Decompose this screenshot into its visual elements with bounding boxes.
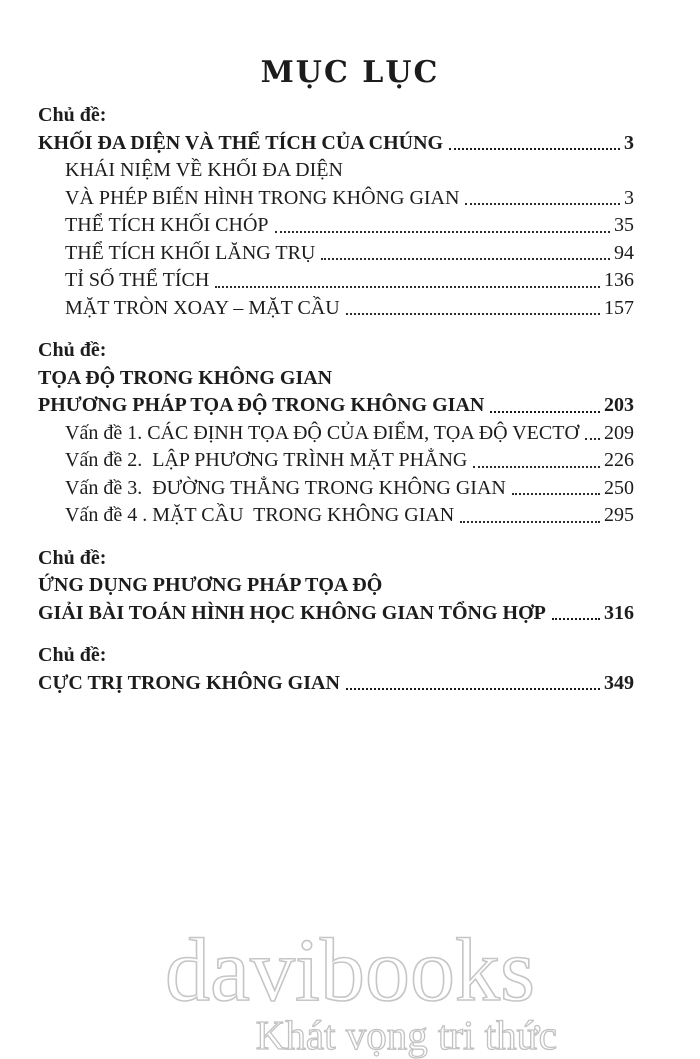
- dot-leader: [275, 231, 610, 233]
- dot-leader: [215, 286, 600, 288]
- watermark: [0, 921, 700, 1058]
- toc-entry-page: 157: [604, 296, 634, 319]
- toc-entry-title: TỈ SỐ THỂ TÍCH: [65, 269, 210, 291]
- toc-entry: [38, 420, 634, 448]
- dot-leader: [465, 203, 620, 205]
- toc-entry-title: ỨNG DỤNG PHƯƠNG PHÁP TỌA ĐỘ: [38, 574, 383, 596]
- section-entries: [38, 130, 634, 323]
- section-entries: [38, 670, 634, 698]
- toc-entry-page: 94: [614, 241, 634, 264]
- toc-entry-page: 3: [624, 186, 634, 209]
- toc-entry: [38, 392, 634, 420]
- section-entries: [38, 572, 634, 627]
- toc-entry-title: TỌA ĐỘ TRONG KHÔNG GIAN: [38, 366, 333, 389]
- dot-leader: [449, 148, 620, 150]
- toc-entry-title: Vấn đề 3. ĐƯỜNG THẲNG TRONG KHÔNG GIAN: [65, 476, 506, 499]
- toc-entry: [38, 447, 634, 475]
- toc-section: [38, 642, 634, 697]
- toc-section: [38, 545, 634, 628]
- section-label: Chủ đề:: [38, 339, 107, 361]
- dot-leader: [321, 258, 610, 260]
- toc-entry-title: CỰC TRỊ TRONG KHÔNG GIAN: [38, 671, 340, 694]
- toc-entry: [38, 130, 634, 158]
- toc-entry-page: 35: [614, 214, 634, 236]
- toc-entry-page: 136: [604, 269, 634, 291]
- toc-entry-title: THỂ TÍCH KHỐI LĂNG TRỤ: [65, 241, 316, 264]
- toc-entry-page: 209: [604, 421, 634, 444]
- toc-entry-page: 226: [604, 449, 634, 471]
- toc-section: [38, 337, 634, 530]
- section-label: Chủ đề:: [38, 546, 107, 569]
- toc-entry: [38, 365, 634, 393]
- toc-entry-page: 3: [624, 131, 634, 154]
- toc-entry: [38, 670, 634, 698]
- dot-leader: [473, 466, 600, 468]
- toc-entry-title: Vấn đề 4 . MẶT CẦU TRONG KHÔNG GIAN: [65, 504, 455, 526]
- toc-entry: [38, 185, 634, 213]
- toc-entry: [38, 240, 634, 268]
- toc-entry: [38, 475, 634, 503]
- dot-leader: [460, 521, 600, 523]
- page-title: MỤC LỤC: [260, 55, 440, 90]
- toc-entry-page: 250: [604, 476, 634, 499]
- toc-entry: [38, 295, 634, 323]
- dot-leader: [490, 411, 600, 413]
- section-label: Chủ đề:: [38, 644, 107, 666]
- toc-entry-title: VÀ PHÉP BIẾN HÌNH TRONG KHÔNG GIAN: [65, 186, 460, 209]
- dot-leader: [552, 618, 600, 620]
- toc-entry: [38, 267, 634, 295]
- toc-entry-title: THỂ TÍCH KHỐI CHÓP: [65, 214, 269, 236]
- toc-entry: [38, 600, 634, 628]
- toc-entry-title: MẶT TRÒN XOAY – MẶT CẦU: [65, 296, 340, 319]
- toc: [38, 102, 634, 697]
- toc-entry-title: PHƯƠNG PHÁP TỌA ĐỘ TRONG KHÔNG GIAN: [38, 394, 485, 416]
- toc-section: [38, 102, 634, 322]
- dot-leader: [512, 493, 600, 495]
- section-label: Chủ đề:: [38, 104, 107, 126]
- toc-entry-title: Vấn đề 2. LẬP PHƯƠNG TRÌNH MẶT PHẲNG: [65, 449, 468, 471]
- dot-leader: [346, 313, 600, 315]
- toc-entry-page: 203: [604, 394, 634, 416]
- toc-entry-title: KHÁI NIỆM VỀ KHỐI ĐA DIỆN: [65, 159, 343, 181]
- section-entries: [38, 365, 634, 530]
- dot-leader: [346, 688, 600, 690]
- toc-entry-page: 316: [604, 601, 634, 624]
- toc-entry-page: 295: [604, 504, 634, 526]
- toc-entry: [38, 157, 634, 185]
- toc-entry: [38, 502, 634, 530]
- toc-entry-title: Vấn đề 1. CÁC ĐỊNH TỌA ĐỘ CỦA ĐIỂM, TỌA ĐỘ VECTƠ: [65, 421, 579, 444]
- toc-entry-page: 349: [604, 671, 634, 694]
- dot-leader: [585, 438, 600, 440]
- toc-entry: [38, 572, 634, 600]
- toc-entry-title: GIẢI BÀI TOÁN HÌNH HỌC KHÔNG GIAN TỔNG HỢP: [38, 601, 546, 624]
- toc-entry: [38, 212, 634, 240]
- watermark-brand: davibooks: [165, 921, 535, 1020]
- watermark-tagline: Khát vọng tri thức: [255, 1012, 557, 1058]
- toc-entry-title: KHỐI ĐA DIỆN VÀ THỂ TÍCH CỦA CHÚNG: [38, 131, 444, 154]
